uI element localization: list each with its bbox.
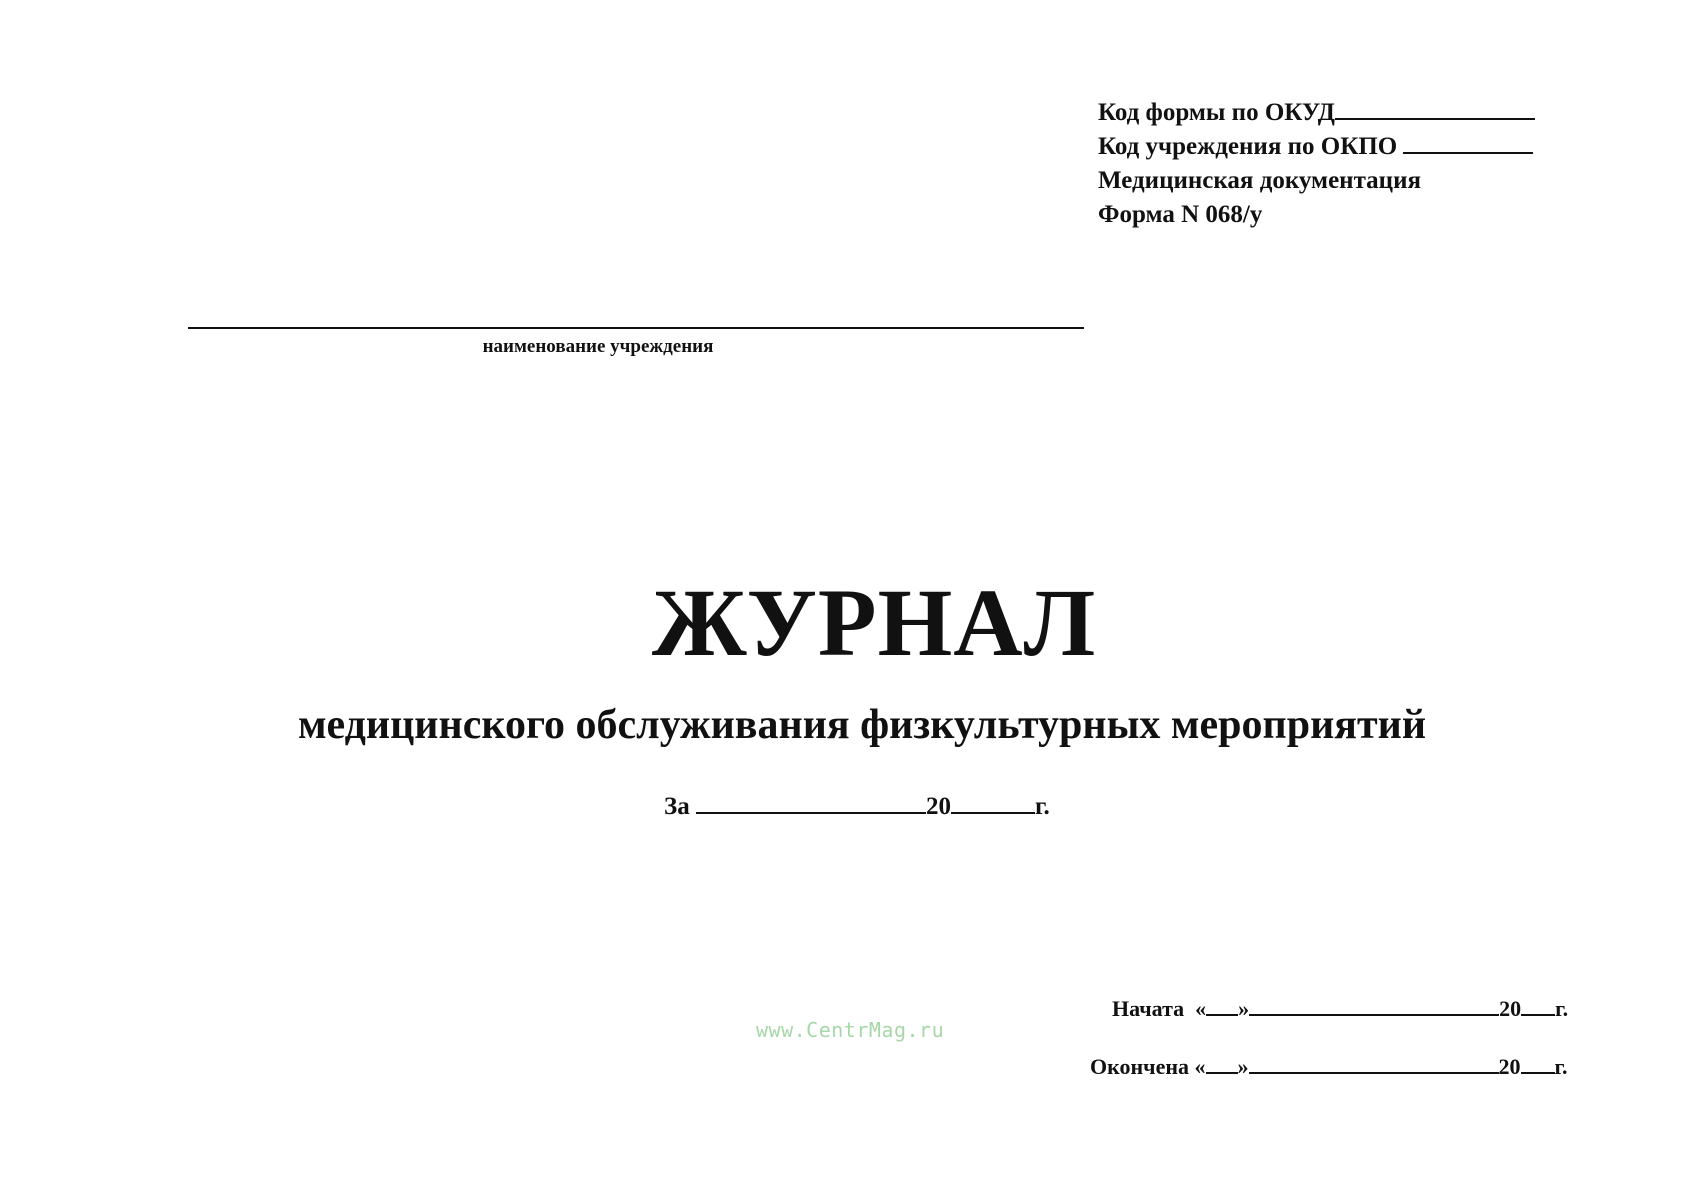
form-number: Форма N 068/у bbox=[1098, 201, 1263, 228]
subtitle-text: медицинского обслуживания физкультурных мероприятий bbox=[297, 702, 1427, 748]
period-year-blank bbox=[951, 790, 1035, 814]
start-year-blank bbox=[1521, 996, 1555, 1016]
form-header bbox=[1098, 96, 1535, 232]
document-subtitle bbox=[0, 700, 1708, 750]
okud-blank bbox=[1335, 96, 1535, 120]
okpo-label: Код учреждения по ОКПО bbox=[1098, 133, 1398, 160]
start-date-line bbox=[1112, 996, 1568, 1022]
end-suffix: г. bbox=[1554, 1054, 1568, 1079]
start-quote-close: » bbox=[1238, 996, 1250, 1021]
start-month-blank bbox=[1249, 996, 1499, 1016]
okpo-code-line bbox=[1098, 130, 1535, 164]
end-year-blank bbox=[1521, 1054, 1555, 1074]
period-blank bbox=[696, 790, 926, 814]
start-suffix: г. bbox=[1555, 996, 1569, 1021]
start-quote-open: « bbox=[1195, 996, 1207, 1021]
period-line bbox=[664, 790, 1050, 821]
end-quote-close: » bbox=[1237, 1054, 1249, 1079]
period-year-prefix: 20 bbox=[925, 793, 951, 820]
okud-label: Код формы по ОКУД bbox=[1098, 99, 1335, 126]
period-prefix: За bbox=[664, 793, 690, 820]
document-title bbox=[0, 568, 1708, 678]
title-text: ЖУРНАЛ bbox=[651, 569, 1097, 676]
end-date-line bbox=[1090, 1054, 1568, 1080]
okpo-blank bbox=[1403, 130, 1533, 154]
med-doc-line: Медицинская документация bbox=[1098, 167, 1422, 194]
end-label: Окончена bbox=[1090, 1054, 1190, 1079]
start-label: Начата bbox=[1112, 996, 1185, 1021]
institution-name-line bbox=[188, 327, 1084, 329]
end-day-blank bbox=[1206, 1054, 1238, 1074]
start-year-prefix: 20 bbox=[1499, 996, 1522, 1021]
start-day-blank bbox=[1206, 996, 1238, 1016]
institution-caption: наименование учреждения bbox=[482, 336, 714, 357]
period-suffix: г. bbox=[1034, 793, 1050, 820]
okud-code-line bbox=[1098, 96, 1535, 130]
end-month-blank bbox=[1249, 1054, 1499, 1074]
end-quote-open: « bbox=[1194, 1054, 1206, 1079]
watermark: www.CentrMag.ru bbox=[756, 1018, 945, 1042]
end-year-prefix: 20 bbox=[1498, 1054, 1521, 1079]
